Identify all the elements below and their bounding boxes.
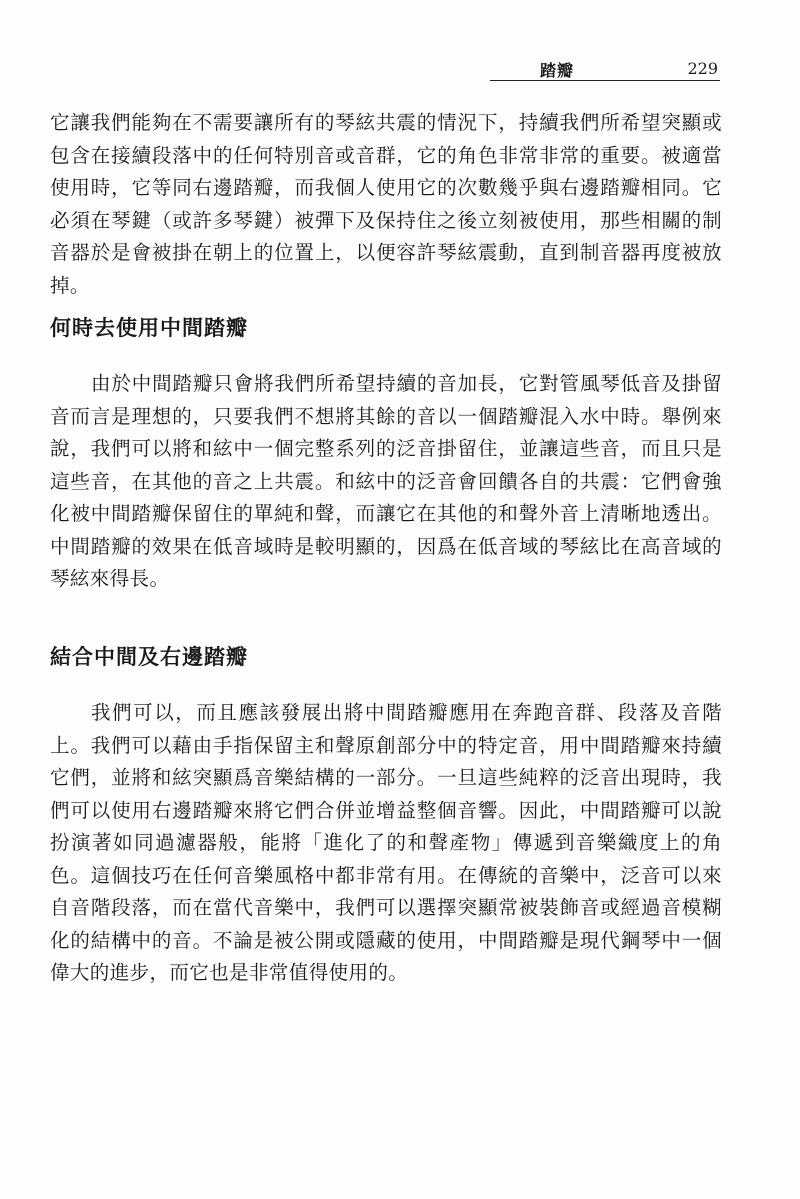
page-number: 229 <box>687 59 718 78</box>
body-paragraph-3: 我們可以，而且應該發展出將中間踏瓣應用在奔跑音群、段落及音階上。我們可以藉由手指保留主和聲原創部分中的特定音，用中間踏瓣來持續它們，並將和絃突顯爲音樂結構的一部分。一旦這些純粹的泛音出現時，我們可以使用右邊踏瓣來將它們合併並增益整個音響。因此，中間踏瓣可以說扮演著如同過濾器般，能將「進化了的和聲產物」傳遞到音樂織度上的角色。這個技巧在任何音樂風格中都非常有用。在傳統的音樂中，泛音可以來自音階段落，而在當代音樂中，我們可以選擇突顯常被裝飾音或經過音模糊化的結構中的音。不論是被公開或隱藏的使用，中間踏瓣是現代鋼琴中一個偉大的進步，而它也是非常值得使用的。 <box>50 701 722 984</box>
body-paragraph-1: 它讓我們能夠在不需要讓所有的琴絃共震的情況下，持續我們所希望突顯或包含在接續段落中的任何特別音或音群，它的角色非常非常的重要。被適當使用時，它等同右邊踏瓣，而我個人使用它的次數幾乎與右邊踏瓣相同。它必須在琴鍵（或許多琴鍵）被彈下及保持住之後立刻被使用，那些相關的制音器於是會被掛在朝上的位置上，以便容許琴絃震動，直到制音器再度被放掉。 <box>50 111 722 297</box>
running-header <box>490 58 720 81</box>
running-header-title: 踏瓣 <box>540 61 575 80</box>
section-heading-combining-pedals: 結合中間及右邊踏瓣 <box>50 644 248 669</box>
section-heading-when-to-use-middle-pedal: 何時去使用中間踏瓣 <box>50 315 248 340</box>
body-paragraph-2: 由於中間踏瓣只會將我們所希望持續的音加長，它對管風琴低音及掛留音而言是理想的，只要我們不想將其餘的音以一個踏瓣混入水中時。舉例來說，我們可以將和絃中一個完整系列的泛音掛留住，並讓這些音，而且只是這些音，在其他的音之上共震。和絃中的泛音會回饋各自的共震：它們會強化被中間踏瓣保留住的單純和聲，而讓它在其他的和聲外音上清晰地透出。中間踏瓣的效果在低音域時是較明顯的，因爲在低音域的琴絃比在高音域的琴絃來得長。 <box>50 372 722 590</box>
